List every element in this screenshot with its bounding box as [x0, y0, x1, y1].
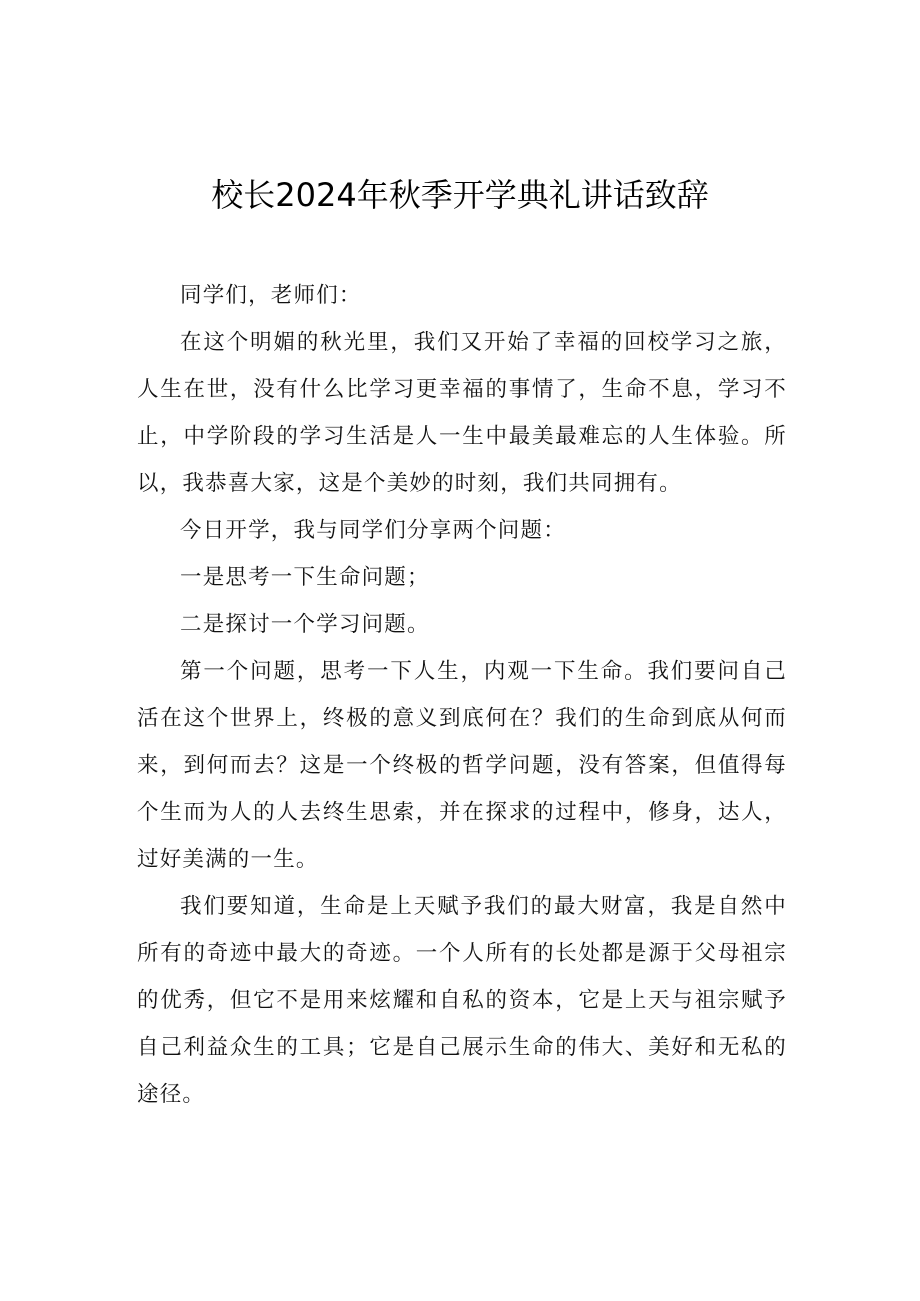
paragraph-topic-one: 一是思考一下生命问题；	[180, 565, 430, 590]
paragraph-topic-two: 二是探讨一个学习问题。	[180, 612, 430, 637]
paragraph-life-gift: 我们要知道，生命是上天赋予我们的最大财富，我是自然中所有的奇迹中最大的奇迹。一个人所有的长处都是源于父母祖宗的优秀，但它不是用来炫耀和自私的资本，它是上天与祖宗赋予自己利益众生的工具；它是自己展示生命的伟大、美好和无私的途径。	[137, 894, 787, 1107]
paragraph-topics-intro: 今日开学，我与同学们分享两个问题：	[180, 518, 566, 543]
document-title: 校长2024年秋季开学典礼讲话致辞	[211, 176, 709, 214]
document-body	[137, 272, 787, 1118]
paragraph-first-question: 第一个问题，思考一下人生，内观一下生命。我们要问自己活在这个世界上，终极的意义到底何在？我们的生命到底从何而来，到何而去？这是一个终极的哲学问题，没有答案，但值得每个生而为人的人去终生思索，并在探求的过程中，修身，达人，过好美满的一生。	[137, 659, 787, 872]
paragraph-greeting: 同学们，老师们：	[180, 283, 362, 308]
paragraph-opening: 在这个明媚的秋光里，我们又开始了幸福的回校学习之旅，人生在世，没有什么比学习更幸福的事情了，生命不息，学习不止，中学阶段的学习生活是人一生中最美最难忘的人生体验。所以，我恭喜大家，这是个美妙的时刻，我们共同拥有。	[137, 330, 787, 496]
